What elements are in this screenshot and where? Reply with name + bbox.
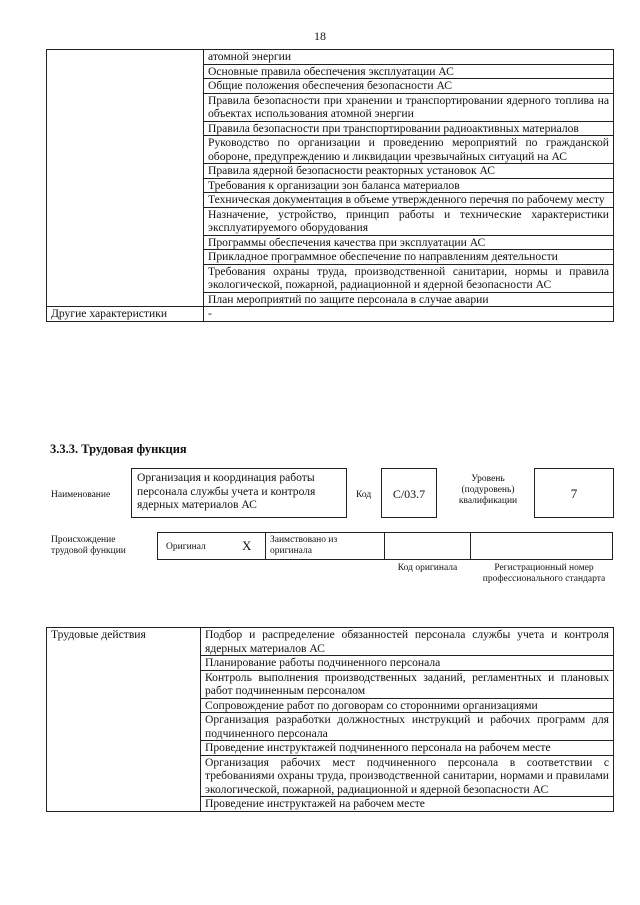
table-cell: План мероприятий по защите персонала в случае аварии [204, 292, 614, 307]
table-cell: Правила безопасности при транспортировании радиоактивных материалов [204, 121, 614, 136]
table-cell: Требования к организации зон баланса материалов [204, 178, 614, 193]
table-cell: Прикладное программное обеспечение по направлениям деятельности [204, 250, 614, 265]
divider [470, 533, 471, 559]
table-cell: Требования охраны труда, производственной санитарии, нормы и правила экологической, пожарной, радиационной и ядерной безопасности АС [204, 264, 614, 292]
table-cell: Правила ядерной безопасности реакторных установок АС [204, 164, 614, 179]
table-row [47, 307, 614, 322]
table-cell: Организация разработки должностных инструкций и рабочих программ для подчиненного персонала [201, 713, 614, 741]
divider [265, 533, 266, 559]
table-cell: Назначение, устройство, принцип работы и технические характеристики эксплуатируемого оборудования [204, 207, 614, 235]
table-cell: Основные правила обеспечения эксплуатации АС [204, 64, 614, 79]
table-cell: Подбор и распределение обязанностей персонала службы учета и контроля ядерных материалов АС [201, 628, 614, 656]
table-cell: Техническая документация в объеме утвержденного перечня по рабочему месту [204, 193, 614, 208]
code-original-caption: Код оригинала [397, 563, 458, 573]
other-characteristics-label: Другие характеристики [47, 307, 204, 322]
knowledge-table [46, 49, 614, 322]
table-cell: Руководство по организации и проведению мероприятий по гражданской обороне, предупреждению и ликвидации чрезвычайных ситуаций на АС [204, 136, 614, 164]
name-label: Наименование [51, 490, 111, 500]
code-box: C/03.7 [381, 468, 437, 518]
level-label: Уровень (подуровень) квалификации [458, 474, 518, 506]
page-number: 18 [314, 29, 326, 43]
original-label: Оригинал [166, 542, 206, 552]
section-title: 3.3.3. Трудовая функция [50, 442, 187, 456]
table-cell: Правила безопасности при хранении и транспортировании ядерного топлива на объектах использования атомной энергии [204, 93, 614, 121]
labor-actions-label: Трудовые действия [47, 628, 201, 812]
table-cell: Общие положения обеспечения безопасности АС [204, 79, 614, 94]
other-characteristics-value: - [204, 307, 614, 322]
table-row [47, 50, 614, 65]
level-box: 7 [534, 468, 614, 518]
table-cell: Сопровождение работ по договорам со сторонними организациями [201, 698, 614, 713]
table-cell: атомной энергии [204, 50, 614, 65]
table-row [47, 628, 614, 656]
table-cell: Организация рабочих мест подчиненного персонала в соответствии с требованиями охраны труда, производственной санитарии, нормами и правилами экологической, пожарной, радиационной и ядерной безопасности АС [201, 755, 614, 797]
borrowed-label: Заимствовано из оригинала [270, 535, 338, 556]
function-name-box: Организация и координация работы персонала службы учета и контроля ядерных материалов АС [131, 468, 347, 518]
table-cell: Программы обеспечения качества при эксплуатации АС [204, 235, 614, 250]
original-mark: X [242, 538, 252, 553]
reg-number-caption: Регистрационный номер профессионального стандарта [482, 563, 606, 584]
table-cell: Контроль выполнения производственных заданий, регламентных и плановых работ подчиненным персоналом [201, 670, 614, 698]
origin-row [157, 532, 613, 560]
divider [384, 533, 385, 559]
labor-actions-table [46, 627, 614, 812]
table-cell: Проведение инструктажей на рабочем месте [201, 797, 614, 812]
table-label-cell [47, 50, 204, 307]
table-cell: Планирование работы подчиненного персонала [201, 656, 614, 671]
table-cell: Проведение инструктажей подчиненного персонала на рабочем месте [201, 741, 614, 756]
code-label: Код [356, 490, 372, 500]
origin-label: Происхождение трудовой функции [51, 535, 126, 556]
